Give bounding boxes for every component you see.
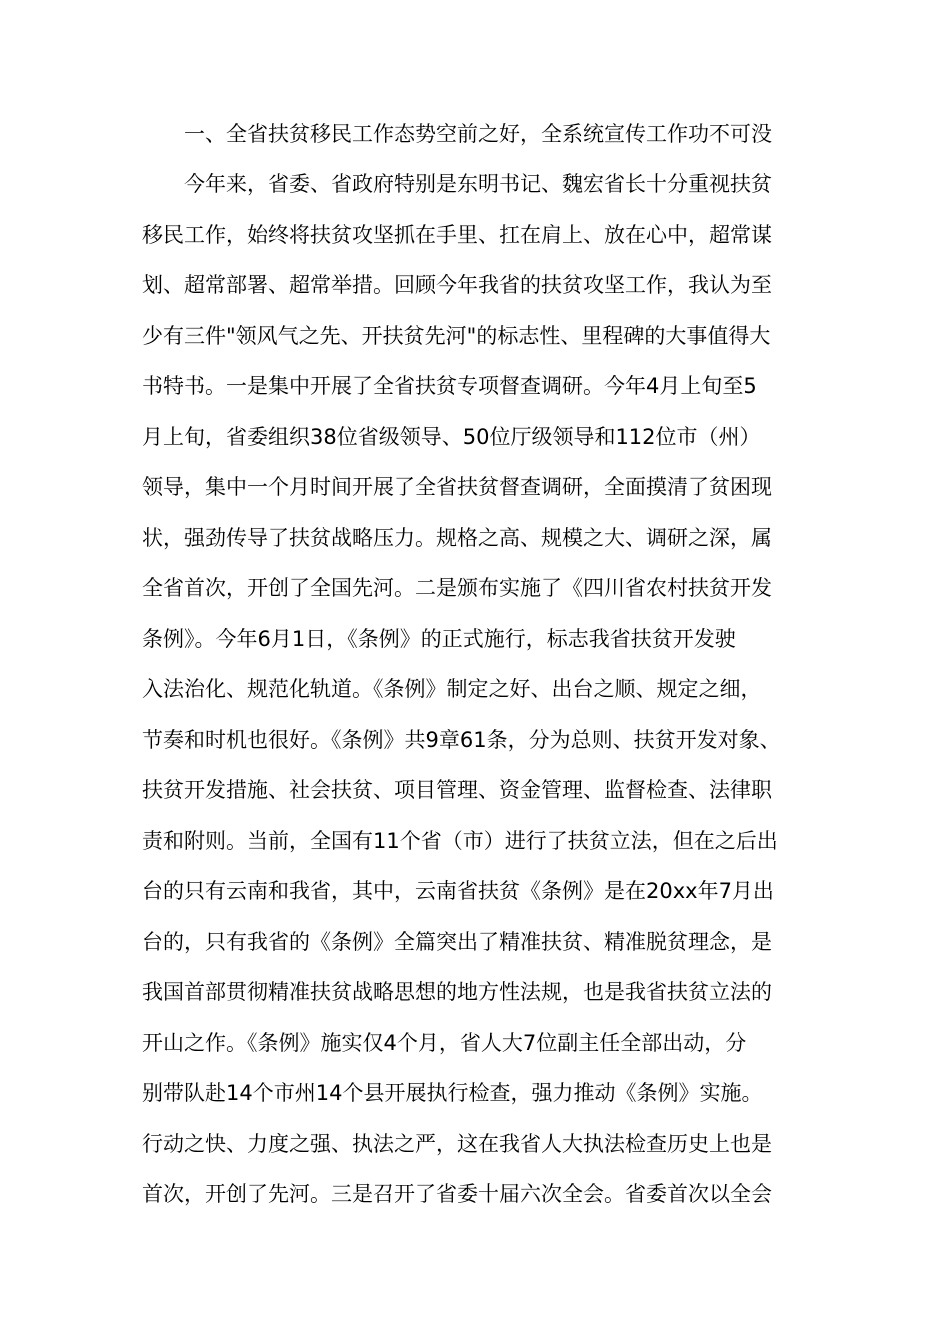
- paragraph-line: 领导，集中一个月时间开展了全省扶贫督查调研，全面摸清了贫困现: [142, 475, 772, 499]
- paragraph-line: 月上旬，省委组织38位省级领导、50位厅级领导和112位市（州）: [142, 425, 761, 449]
- paragraph-line: 开山之作。《条例》施实仅4个月，省人大7位副主任全部出动，分: [142, 1031, 747, 1055]
- paragraph-line: 划、超常部署、超常举措。回顾今年我省的扶贫攻坚工作，我认为至: [142, 273, 772, 297]
- paragraph-line: 首次，开创了先河。三是召开了省委十届六次全会。省委首次以全会: [142, 1182, 772, 1206]
- paragraph-line: 全省首次，开创了全国先河。二是颁布实施了《四川省农村扶贫开发: [142, 576, 772, 600]
- paragraph-line: 今年来，省委、省政府特别是东明书记、魏宏省长十分重视扶贫: [184, 172, 772, 196]
- section-heading: 一、全省扶贫移民工作态势空前之好，全系统宣传工作功不可没: [184, 122, 772, 146]
- paragraph-line: 行动之快、力度之强、执法之严，这在我省人大执法检查历史上也是: [142, 1132, 772, 1156]
- paragraph-line: 条例》。今年6月1日，《条例》的正式施行，标志我省扶贫开发驶: [142, 627, 736, 651]
- paragraph-line: 我国首部贯彻精准扶贫战略思想的地方性法规，也是我省扶贫立法的: [142, 980, 772, 1004]
- paragraph-line: 状，强劲传导了扶贫战略压力。规格之高、规模之大、调研之深，属: [142, 526, 772, 550]
- paragraph-line: 少有三件"领风气之先、开扶贫先河"的标志性、里程碑的大事值得大: [142, 324, 771, 348]
- paragraph-line: 书特书。一是集中开展了全省扶贫专项督查调研。今年4月上旬至5: [142, 374, 757, 398]
- paragraph-line: 别带队赴14个市州14个县开展执行检查，强力推动《条例》实施。: [142, 1081, 763, 1105]
- paragraph-line: 台的只有云南和我省，其中，云南省扶贫《条例》是在20xx年7月出: [142, 879, 774, 903]
- paragraph-line: 入法治化、规范化轨道。《条例》制定之好、出台之顺、规定之细，: [142, 677, 762, 701]
- paragraph-line: 扶贫开发措施、社会扶贫、项目管理、资金管理、监督检查、法律职: [142, 778, 772, 802]
- paragraph-line: 移民工作，始终将扶贫攻坚抓在手里、扛在肩上、放在心中，超常谋: [142, 223, 772, 247]
- paragraph-line: 台的，只有我省的《条例》全篇突出了精准扶贫、精准脱贫理念，是: [142, 930, 772, 954]
- paragraph-line: 责和附则。当前，全国有11个省（市）进行了扶贫立法，但在之后出: [142, 829, 778, 853]
- paragraph-line: 节奏和时机也很好。《条例》共9章61条，分为总则、扶贫开发对象、: [142, 728, 781, 752]
